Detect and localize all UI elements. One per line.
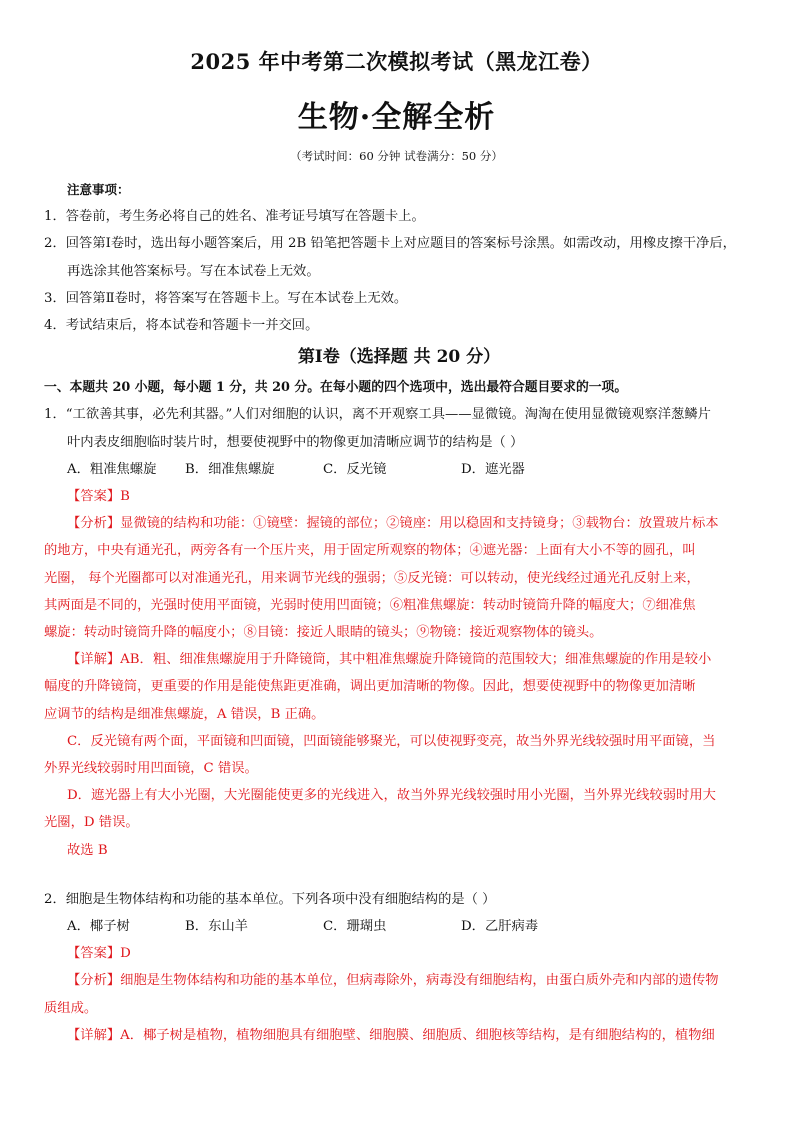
exam-subtitle: 生物·全解全析 [297, 100, 496, 135]
question-2-detail: 【详解】A．椰子树是植物，植物细胞具有细胞壁、细胞膜、细胞质、细胞核等结构，是有细胞结构的，植物细 [67, 1027, 715, 1043]
option-a: A．椰子树 [67, 919, 130, 935]
question-1-detail-d: 光圈，D 错误。 [44, 815, 139, 831]
question-1-analysis: 的地方，中央有通光孔，两旁各有一个压片夹，用于固定所观察的物体；④遮光器：上面有大小不等的圆孔，叫 [44, 543, 696, 559]
question-1-analysis: 【分析】显微镜的结构和功能：①镜壁：握镜的部位；②镜座：用以稳固和支持镜身；③载物台：放置玻片标本 [67, 516, 719, 532]
exam-info: （考试时间：60 分钟 试卷满分：50 分） [290, 149, 503, 163]
question-1-analysis: 其两面是不同的，光强时使用平面镜，光弱时使用凹面镜；⑥粗准焦螺旋：转动时镜筒升降的幅度大；⑦细准焦 [44, 597, 696, 613]
question-2-stem: 2．细胞是生物体结构和功能的基本单位。下列各项中没有细胞结构的是（ ） [44, 891, 496, 907]
option-a: A．粗准焦螺旋 [67, 461, 157, 477]
note-item: 再选涂其他答案标号。写在本试卷上无效。 [67, 263, 320, 279]
note-item: 4．考试结束后，将本试卷和答题卡一并交回。 [44, 318, 319, 334]
option-b: B．细准焦螺旋 [185, 461, 275, 477]
question-1-detail-c: 外界光线较弱时用凹面镜，C 错误。 [44, 761, 258, 777]
question-1-detail: 应调节的结构是细准焦螺旋，A 错误，B 正确。 [44, 706, 325, 722]
option-d: D．乙肝病毒 [461, 919, 539, 935]
question-1-detail: 幅度的升降镜筒，更重要的作用是能使焦距更准确，调出更加清晰的物像。因此，想要使视野中的物像更加清晰 [44, 679, 696, 695]
question-1-detail-d: D．遮光器上有大小光圈，大光圈能使更多的光线进入，故当外界光线较强时用小光圈，当外界光线较弱时用大 [67, 788, 716, 804]
option-b: B．东山羊 [185, 919, 248, 935]
section-title: 第Ⅰ卷（选择题 共 20 分） [297, 347, 501, 368]
option-c: C．珊瑚虫 [323, 919, 387, 935]
question-1-stem: 叶内表皮细胞临时装片时，想要使视野中的物像更加清晰应调节的结构是（ ） [67, 434, 524, 450]
question-1-analysis: 螺旋：转动时镜筒升降的幅度小；⑧目镜：接近人眼睛的镜头；⑨物镜：接近观察物体的镜头。 [44, 625, 603, 641]
question-1-answer: 【答案】B [67, 489, 130, 505]
question-1-options [44, 456, 754, 483]
document-body [44, 176, 754, 1049]
note-item: 3．回答第Ⅱ卷时，将答案写在答题卡上。写在本试卷上无效。 [44, 290, 408, 306]
section-instruction: 一、本题共 20 小题，每小题 1 分，共 20 分。在每小题的四个选项中，选出最符合题目要求的一项。 [44, 380, 628, 396]
question-1-analysis: 光圈， 每个光圈都可以对准通光孔，用来调节光线的强弱；⑤反光镜：可以转动，使光线经过通光孔反射上来， [44, 570, 700, 586]
question-1-detail: 【详解】AB．粗、细准焦螺旋用于升降镜筒，其中粗准焦螺旋升降镜筒的范围较大；细准焦螺旋的作用是较小 [67, 652, 712, 668]
exam-title: 2025 年中考第二次模拟考试（黑龙江卷） [190, 49, 603, 74]
question-2-analysis: 【分析】细胞是生物体结构和功能的基本单位，但病毒除外，病毒没有细胞结构，由蛋白质外壳和内部的遗传物 [67, 973, 719, 989]
question-2-analysis: 质组成。 [44, 1000, 98, 1016]
question-1-detail-c: C．反光镜有两个面，平面镜和凹面镜，凹面镜能够聚光，可以使视野变亮，故当外界光线较强时用平面镜，当 [67, 733, 716, 749]
option-d: D．遮光器 [461, 461, 525, 477]
question-2-options [44, 913, 754, 940]
question-1-conclusion: 故选 B [67, 842, 108, 858]
note-item: 2．回答第Ⅰ卷时，选出每小题答案后，用 2B 铅笔把答题卡上对应题目的答案标号涂黑。如需改动，用橡皮擦干净后， [44, 236, 736, 252]
option-c: C．反光镜 [323, 461, 387, 477]
question-2-answer: 【答案】D [67, 946, 131, 962]
question-1-stem: 1．“工欲善其事，必先利其器。”人们对细胞的认识，离不开观察工具——显微镜。淘淘在使用显微镜观察洋葱鳞片 [44, 407, 711, 423]
notes-heading: 注意事项： [67, 182, 130, 197]
note-item: 1．答卷前，考生务必将自己的姓名、准考证号填写在答题卡上。 [44, 209, 425, 225]
